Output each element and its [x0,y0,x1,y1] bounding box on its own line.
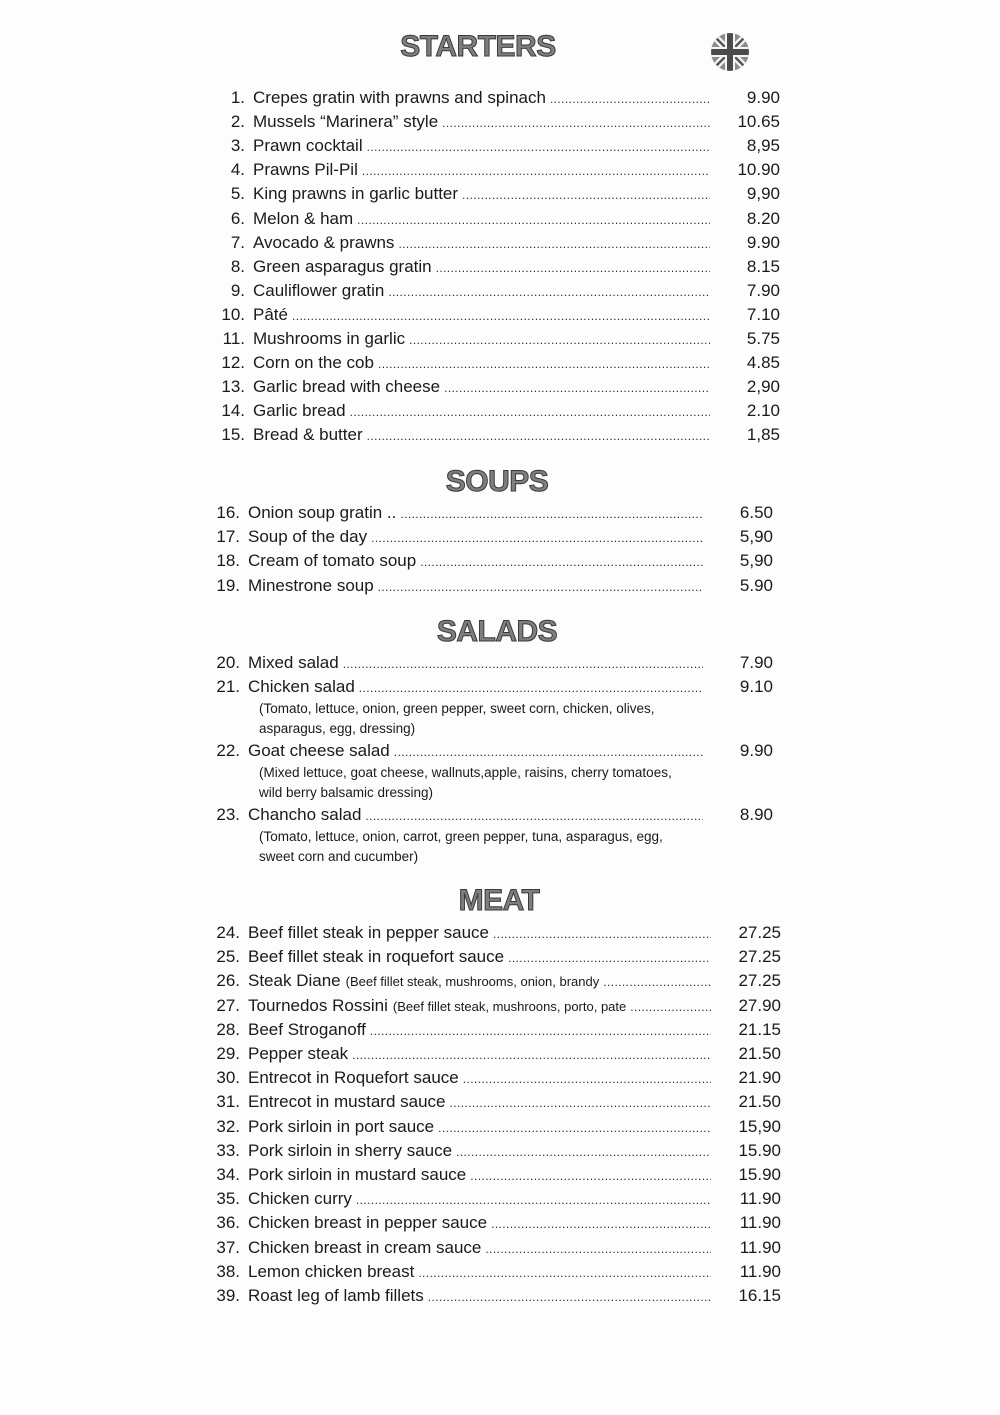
item-price: 6.50 [739,503,773,522]
menu-item-meat [207,1237,781,1259]
menu-item-meat [207,1140,781,1162]
item-price: 10.90 [737,160,780,179]
item-name: Onion soup gratin .. [248,503,397,522]
item-number: 28. [216,1020,240,1039]
dot-leader [384,281,710,303]
item-price: 11.90 [739,1189,781,1208]
menu-item-starters [212,400,780,422]
menu-item-starters [212,352,780,374]
dot-leader [452,1141,711,1163]
item-name: Chicken salad [248,677,355,696]
menu-item-meat [207,946,781,968]
item-name: Prawn cocktail [253,136,363,155]
dot-leader [363,136,710,158]
menu-item-soups [207,575,773,597]
menu-item-salads [207,804,773,826]
item-number: 17. [216,527,240,546]
item-name: Mixed salad [248,653,339,672]
item-number: 36. [216,1213,240,1232]
section-title-soups: SOUPS [445,465,549,498]
dot-leader [367,527,703,549]
item-number: 25. [216,947,240,966]
item-name: Avocado & prawns [253,233,395,252]
menu-item-starters [212,159,780,181]
item-price: 9.10 [739,677,773,696]
item-name: Roast leg of lamb fillets [248,1286,424,1305]
item-number: 9. [230,281,245,300]
menu-item-soups [207,550,773,572]
menu-item-meat [207,995,781,1017]
dot-leader [405,329,710,351]
item-number: 11. [222,329,245,348]
item-name: Pork sirloin in port sauce [248,1117,435,1136]
item-number: 37. [216,1238,240,1257]
item-number: 26. [216,971,240,990]
item-name: Mussels “Marinera” style [253,112,439,131]
dot-leader [438,112,710,134]
menu-item-salads [207,676,773,698]
menu-item-meat [207,1116,781,1138]
item-price: 1,85 [746,425,780,444]
item-name: Pork sirloin in mustard sauce [248,1165,467,1184]
dot-leader [353,209,710,231]
dot-leader [374,576,703,598]
item-name: Green asparagus gratin [253,257,432,276]
dot-leader [487,1213,711,1235]
dot-leader [424,1286,711,1308]
item-price: 8.20 [746,209,780,228]
item-number: 18. [216,551,240,570]
item-number: 24. [216,923,240,942]
item-price: 9.90 [739,741,773,760]
item-name: Beef fillet steak in roquefort sauce [248,947,505,966]
dot-leader [416,551,703,573]
dot-leader [489,923,711,945]
item-number: 16. [216,503,240,522]
item-note: (Beef fillet steak, mushroons, porto, pate [392,999,627,1014]
dot-leader [355,677,703,699]
item-name: Lemon chicken breast [248,1262,415,1281]
item-number: 21. [216,677,240,696]
menu-item-starters [212,304,780,326]
item-number: 3. [230,136,245,155]
item-number: 1. [230,88,245,107]
item-name: Pork sirloin in sherry sauce [248,1141,453,1160]
item-description: (Mixed lettuce, goat cheese, wallnuts,apple, raisins, cherry tomatoes, [259,765,672,780]
item-price: 27.25 [738,947,781,966]
item-price: 8.90 [739,805,773,824]
item-number: 35. [216,1189,240,1208]
item-name: Pepper steak [248,1044,349,1063]
item-number: 8. [230,257,245,276]
item-name: Steak Diane [248,971,341,990]
menu-item-salads [207,740,773,762]
menu-item-starters [212,111,780,133]
dot-leader [394,233,710,255]
item-name: Mushrooms in garlic [253,329,406,348]
item-number: 15. [221,425,245,444]
dot-leader [358,160,710,182]
menu-item-soups [207,526,773,548]
item-number: 19. [216,576,240,595]
menu-item-meat [207,970,781,992]
dot-leader [440,377,710,399]
menu-item-starters [212,376,780,398]
item-number: 20. [216,653,240,672]
item-number: 32. [216,1117,240,1136]
item-name: Garlic bread with cheese [253,377,441,396]
item-price: 7.10 [746,305,780,324]
menu-item-meat [207,1091,781,1113]
item-number: 29. [216,1044,240,1063]
item-number: 34. [216,1165,240,1184]
item-price: 15.90 [738,1141,781,1160]
menu-item-meat [207,1019,781,1041]
item-price: 4.85 [746,353,780,372]
item-price: 9.90 [746,88,780,107]
item-name: Entrecot in Roquefort sauce [248,1068,459,1087]
item-number: 30. [216,1068,240,1087]
dot-leader [348,1044,711,1066]
item-number: 2. [230,112,245,131]
item-name: Minestrone soup [248,576,374,595]
menu-item-meat [207,1212,781,1234]
item-price: 15.90 [738,1165,781,1184]
dot-leader [374,353,710,375]
dot-leader [434,1117,711,1139]
item-name: Corn on the cob [253,353,374,372]
dot-leader [346,401,710,423]
menu-item-starters [212,232,780,254]
item-price: 11.90 [739,1213,781,1232]
item-description: (Tomato, lettuce, onion, carrot, green pepper, tuna, asparagus, egg, [259,829,663,844]
item-name: Prawns Pil-Pil [253,160,358,179]
item-number: 23. [216,805,240,824]
item-number: 5. [230,184,245,203]
item-price: 21.50 [738,1092,781,1111]
item-price: 10.65 [737,112,780,131]
item-price: 8.15 [746,257,780,276]
item-price: 16.15 [738,1286,781,1305]
dot-leader [366,1020,711,1042]
item-price: 7.90 [746,281,780,300]
item-number: 27. [216,996,240,1015]
item-price: 5.90 [739,576,773,595]
dot-leader [352,1189,711,1211]
item-name: Chancho salad [248,805,362,824]
section-title-starters: STARTERS [400,30,556,63]
dot-leader [459,1068,711,1090]
item-description: wild berry balsamic dressing) [259,785,434,800]
item-price: 27.25 [738,923,781,942]
item-price: 21.15 [738,1020,781,1039]
dot-leader [481,1238,711,1260]
menu-item-soups [207,502,773,524]
item-name: Garlic bread [253,401,346,420]
dot-leader [390,741,703,763]
menu-item-starters [212,280,780,302]
item-name: King prawns in garlic butter [253,184,459,203]
item-name: Chicken breast in cream sauce [248,1238,482,1257]
menu-item-meat [207,1261,781,1283]
menu-item-meat [207,1285,781,1307]
section-title-meat: MEAT [458,884,540,917]
section-title-salads: SALADS [436,615,558,648]
dot-leader [546,88,710,110]
menu-item-starters [212,424,780,446]
item-number: 14. [221,401,245,420]
item-price: 21.90 [738,1068,781,1087]
item-price: 11.90 [739,1238,781,1257]
item-price: 2,90 [746,377,780,396]
dot-leader [445,1092,711,1114]
dot-leader [458,184,710,206]
item-description: (Tomato, lettuce, onion, green pepper, sweet corn, chicken, olives, [259,701,655,716]
menu-item-starters [212,256,780,278]
item-number: 22. [216,741,240,760]
item-name: Soup of the day [248,527,368,546]
dot-leader [361,805,703,827]
dot-leader [599,971,711,993]
menu-item-starters [212,183,780,205]
item-name: Beef Stroganoff [248,1020,366,1039]
item-name: Bread & butter [253,425,363,444]
menu-item-meat [207,1188,781,1210]
menu-item-starters [212,208,780,230]
item-note: (Beef fillet steak, mushrooms, onion, brandy [345,974,600,989]
item-price: 5,90 [739,527,773,546]
menu-item-meat [207,1067,781,1089]
item-name: Crepes gratin with prawns and spinach [253,88,546,107]
menu-item-salads [207,652,773,674]
menu-item-starters [212,135,780,157]
dot-leader [414,1262,711,1284]
dot-leader [363,425,710,447]
item-name: Goat cheese salad [248,741,390,760]
item-name: Cauliflower gratin [253,281,385,300]
item-description: asparagus, egg, dressing) [259,721,416,736]
item-number: 13. [221,377,245,396]
dot-leader [626,996,711,1018]
item-name: Tournedos Rossini [248,996,388,1015]
dot-leader [288,305,710,327]
item-price: 9,90 [746,184,780,203]
item-price: 9.90 [746,233,780,252]
dot-leader [339,653,703,675]
item-number: 12. [221,353,245,372]
menu-item-starters [212,87,780,109]
uk-flag-icon[interactable] [711,33,749,71]
item-number: 7. [230,233,245,252]
item-name: Chicken breast in pepper sauce [248,1213,488,1232]
item-description: sweet corn and cucumber) [259,849,419,864]
item-price: 27.25 [738,971,781,990]
dot-leader [432,257,710,279]
item-name: Melon & ham [253,209,354,228]
dot-leader [466,1165,711,1187]
item-price: 5.75 [746,329,780,348]
item-price: 8,95 [746,136,780,155]
dot-leader [396,503,703,525]
item-name: Beef fillet steak in pepper sauce [248,923,489,942]
item-name: Entrecot in mustard sauce [248,1092,446,1111]
menu-item-meat [207,1164,781,1186]
item-price: 21.50 [738,1044,781,1063]
item-price: 15,90 [738,1117,781,1136]
menu-item-meat [207,922,781,944]
item-number: 31. [216,1092,240,1111]
item-price: 27.90 [738,996,781,1015]
item-number: 33. [216,1141,240,1160]
item-number: 39. [216,1286,240,1305]
menu-item-meat [207,1043,781,1065]
item-number: 10. [221,305,245,324]
dot-leader [504,947,711,969]
item-number: 38. [216,1262,240,1281]
item-name: Cream of tomato soup [248,551,417,570]
item-price: 5,90 [739,551,773,570]
item-price: 2.10 [746,401,780,420]
item-price: 7.90 [739,653,773,672]
item-number: 4. [230,160,245,179]
item-name: Chicken curry [248,1189,352,1208]
item-number: 6. [230,209,245,228]
menu-item-starters [212,328,780,350]
item-price: 11.90 [739,1262,781,1281]
item-name: Pâté [253,305,288,324]
